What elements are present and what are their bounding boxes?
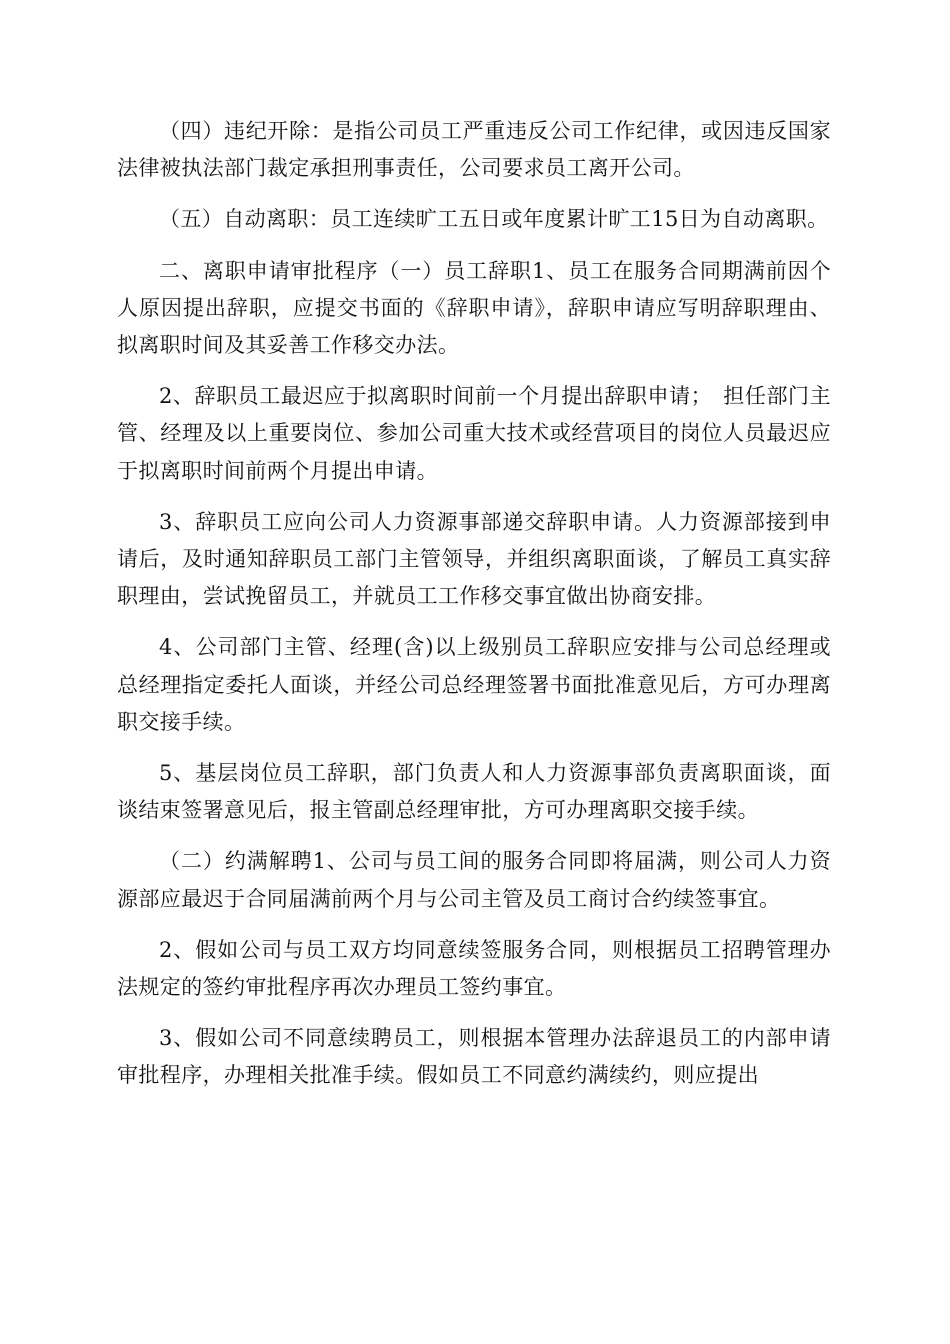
paragraph-dismissal: （四）违纪开除：是指公司员工严重违反公司工作纪律，或因违反国家法律被执法部门裁定承担刑事责任，公司要求员工离开公司。 xyxy=(117,119,831,181)
paragraph-contract-expiry: （二）约满解聘1、公司与员工间的服务合同即将届满，则公司人力资源部应最迟于合同届满前两个月与公司主管及员工商讨合约续签事宜。 xyxy=(117,849,831,911)
paragraph-resignation-notice: 2、辞职员工最迟应于拟离职时间前一个月提出辞职申请； 担任部门主管、经理及以上重要岗位、参加公司重大技术或经营项目的岗位人员最迟应于拟离职时间前两个月提出申请。 xyxy=(117,384,831,483)
paragraph-staff-resignation: 5、基层岗位员工辞职，部门负责人和人力资源事部负责离职面谈，面谈结束签署意见后，报主管副总经理审批，方可办理离职交接手续。 xyxy=(117,761,831,823)
paragraph-manager-resignation: 4、公司部门主管、经理(含)以上级别员工辞职应安排与公司总经理或总经理指定委托人面谈，并经公司总经理签署书面批准意见后，方可办理离职交接手续。 xyxy=(117,635,831,734)
paragraph-hr-submission: 3、辞职员工应向公司人力资源事部递交辞职申请。人力资源部接到申请后，及时通知辞职员工部门主管领导，并组织离职面谈，了解员工真实辞职理由，尝试挽留员工，并就员工工作移交事宜做出协商安排。 xyxy=(117,509,831,609)
paragraph-contract-renewal: 2、假如公司与员工双方均同意续签服务合同，则根据员工招聘管理办法规定的签约审批程序再次办理员工签约事宜。 xyxy=(117,937,831,1000)
paragraph-non-renewal: 3、假如公司不同意续聘员工，则根据本管理办法辞退员工的内部申请审批程序，办理相关批准手续。假如员工不同意约满续约，则应提出 xyxy=(117,1026,831,1088)
paragraph-auto-resignation: （五）自动离职：员工连续旷工五日或年度累计旷工15日为自动离职。 xyxy=(159,207,829,232)
document-body xyxy=(117,113,831,1109)
paragraph-resignation-procedure: 二、离职申请审批程序（一）员工辞职1、员工在服务合同期满前因个人原因提出辞职，应提交书面的《辞职申请》，辞职申请应写明辞职理由、拟离职时间及其妥善工作移交办法。 xyxy=(117,258,831,358)
